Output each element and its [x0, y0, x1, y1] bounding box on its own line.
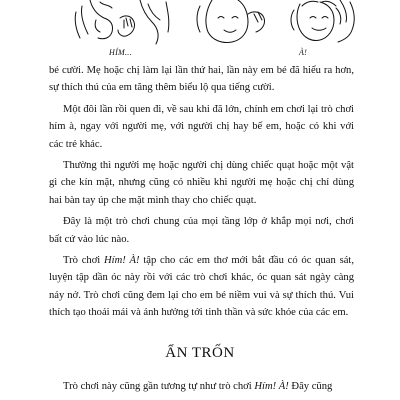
text-segment: Thường thì người mẹ hoặc người chị dùng chiếc quạt hoặc một vật gì che kín mặt, nhưng cũng có nhiều khi người mẹ hoặc chị chỉ dùng hai bàn tay úp che mặt mình thay cho chiếc quạt. [49, 160, 354, 206]
paragraph [49, 378, 354, 395]
italic-game-name: Hím! À! [254, 381, 289, 392]
italic-game-name: Hím! À! [104, 255, 140, 267]
children-drawing-illustration [0, 0, 400, 62]
text-segment: bé cười. Mẹ hoặc chị làm lại lần thứ hai, lần này em bé đã hiểu ra hơn, sự thích thú của em tăng thêm biểu lộ qua tiếng cười. [49, 65, 354, 94]
body-text [49, 62, 354, 322]
text-segment: Trò chơi [63, 255, 105, 267]
illustration-caption-right: À! [299, 48, 308, 57]
paragraph [49, 252, 354, 322]
paragraph [49, 101, 354, 153]
section-title: ẨN TRỐN [165, 345, 235, 361]
text-segment: tập cho các em thơ mới bắt đầu có óc quan sát, luyện tập dần óc này rồi với các trò chơi khác, óc quan sát ngày càng nảy nở. Trò chơi cũng đem lại cho em bé niềm vui và sự thích thú. Vui thích tạo thoải mái và ảnh hưởng tới tinh thần và sức khỏe của các em. [49, 255, 354, 319]
text-segment: Một đôi lần rồi quen đi, về sau khi đã lớn, chính em chơi lại trò chơi hím à, ngay với người mẹ, với người chị hay bế em, hoặc có khi với các trẻ khác. [49, 103, 354, 150]
text-segment: Đây là một trò chơi chung của mọi tầng lớp ở khắp mọi nơi, chơi bất cứ vào lúc nào. [49, 216, 354, 245]
section-first-paragraph [49, 378, 354, 395]
illustration-caption-left: HÍM... [109, 48, 132, 57]
paragraph [49, 157, 354, 209]
text-segment: Trò chơi này cũng gần tương tự như trò chơi [63, 381, 255, 392]
illustration-strip [0, 0, 400, 62]
paragraph [49, 213, 354, 248]
text-segment: Đây cũng [288, 381, 333, 392]
paragraph [49, 62, 354, 97]
